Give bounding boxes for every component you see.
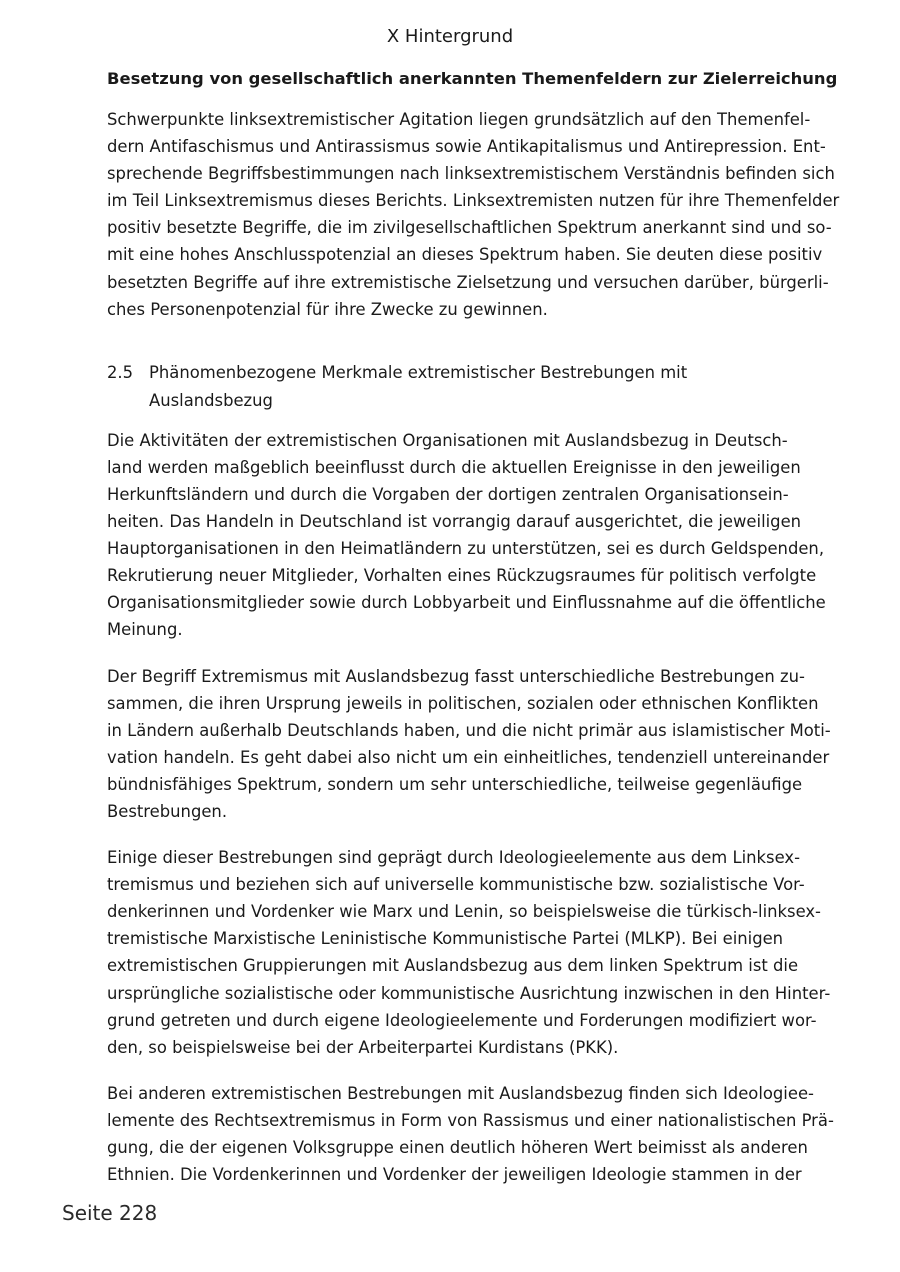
section-heading [107,359,842,415]
paragraph-line: sammen, die ihren Ursprung jeweils in politischen, sozialen oder ethnischen Konflikten [107,693,819,713]
paragraph-line: Herkunftsländern und durch die Vorgaben der dortigen zentralen Organisationsein- [107,484,789,504]
running-header: X Hintergrund [386,26,514,47]
body-paragraph [107,427,842,644]
body-paragraph [107,844,842,1061]
paragraph-line: denkerinnen und Vordenker wie Marx und Lenin, so beispielsweise die türkisch-linksex- [107,902,821,922]
section-title [149,359,687,415]
paragraph-line: in Ländern außerhalb Deutschlands haben, und die nicht primär aus islamistischer Moti- [107,720,831,740]
paragraph-line: besetzten Begriffe auf ihre extremistische Zielsetzung und versuchen darüber, bürgerli- [107,272,829,292]
page-number: Seite 228 [62,1201,158,1225]
paragraph-line: grund getreten und durch eigene Ideologieelemente und Forderungen modifiziert wor- [107,1010,817,1030]
body-paragraph [107,1080,842,1188]
paragraph-line: Einige dieser Bestrebungen sind geprägt durch Ideologieelemente aus dem Linksex- [107,848,800,868]
paragraph-line: den, so beispielsweise bei der Arbeiterpartei Kurdistans (PKK). [107,1037,619,1057]
paragraph-line: tremistische Marxistische Leninistische Kommunistische Partei (MLKP). Bei einigen [107,929,784,949]
paragraph-line: Bei anderen extremistischen Bestrebungen mit Auslandsbezug finden sich Ideologiee- [107,1083,814,1103]
paragraph-line: tremismus und beziehen sich auf universelle kommunistische bzw. sozialistische Vor- [107,875,805,895]
paragraph-line: gung, die der eigenen Volksgruppe einen deutlich höheren Wert beimisst als anderen [107,1138,808,1157]
paragraph-line: ches Personenpotenzial für ihre Zwecke zu gewinnen. [107,299,548,319]
paragraph-line: Die Aktivitäten der extremistischen Organisationen mit Auslandsbezug in Deutsch- [107,430,788,450]
intro-paragraph [107,106,842,323]
paragraph-line: Hauptorganisationen in den Heimatländern zu unterstützen, sei es durch Geldspenden, [107,539,825,559]
paragraph-line: sprechende Begriffsbestimmungen nach linksextremistischem Verständnis befinden sich [107,164,835,184]
paragraph-line: positiv besetzte Begriffe, die im zivilgesellschaftlichen Spektrum anerkannt sind und so- [107,218,832,238]
body-paragraph [107,663,842,826]
paragraph-line: dern Antifaschismus und Antirassismus sowie Antikapitalismus und Antirepression. Ent- [107,137,826,157]
paragraph-line: im Teil Linksextremismus dieses Berichts. Linksextremisten nutzen für ihre Themenfelder [107,191,840,211]
paragraph-line: Der Begriff Extremismus mit Auslandsbezug fasst unterschiedliche Bestrebungen zu- [107,666,805,686]
paragraph-line: extremistischen Gruppierungen mit Auslandsbezug aus dem linken Spektrum ist die [107,956,799,976]
paragraph-line: Meinung. [107,620,183,640]
section-title-line: Auslandsbezug [149,390,273,410]
paragraph-line: bündnisfähiges Spektrum, sondern um sehr unterschiedliche, teilweise gegenläufige [107,774,803,794]
paragraph-line: heiten. Das Handeln in Deutschland ist vorrangig darauf ausgerichtet, die jeweiligen [107,512,802,532]
section-title-line: Phänomenbezogene Merkmale extremistischer Bestrebungen mit [149,362,688,382]
subsection-heading: Besetzung von gesellschaftlich anerkannten Themenfeldern zur Zielerreichung [107,69,838,88]
section-number: 2.5 [107,362,134,382]
paragraph-line: land werden maßgeblich beeinflusst durch die aktuellen Ereignisse in den jeweiligen [107,457,801,477]
paragraph-line: Bestrebungen. [107,801,228,821]
paragraph-line: vation handeln. Es geht dabei also nicht um ein einheitliches, tendenziell untereinander [107,747,830,767]
paragraph-line: lemente des Rechtsextremismus in Form von Rassismus und einer nationalistischen Prä- [107,1110,834,1130]
paragraph-line: Rekrutierung neuer Mitglieder, Vorhalten eines Rückzugsraumes für politisch verfolgte [107,566,817,586]
paragraph-line: Organisationsmitglieder sowie durch Lobbyarbeit und Einflussnahme auf die öffentliche [107,593,826,613]
paragraph-line: ursprüngliche sozialistische oder kommunistische Ausrichtung inzwischen in den Hinter- [107,983,831,1003]
paragraph-line: Schwerpunkte linksextremistischer Agitation liegen grundsätzlich auf den Themenfel- [107,110,811,129]
paragraph-line: mit eine hohes Anschlusspotenzial an dieses Spektrum haben. Sie deuten diese positiv [107,245,823,265]
page-content [107,66,842,1207]
paragraph-line: Ethnien. Die Vordenkerinnen und Vordenker der jeweiligen Ideologie stammen in der [107,1165,802,1185]
